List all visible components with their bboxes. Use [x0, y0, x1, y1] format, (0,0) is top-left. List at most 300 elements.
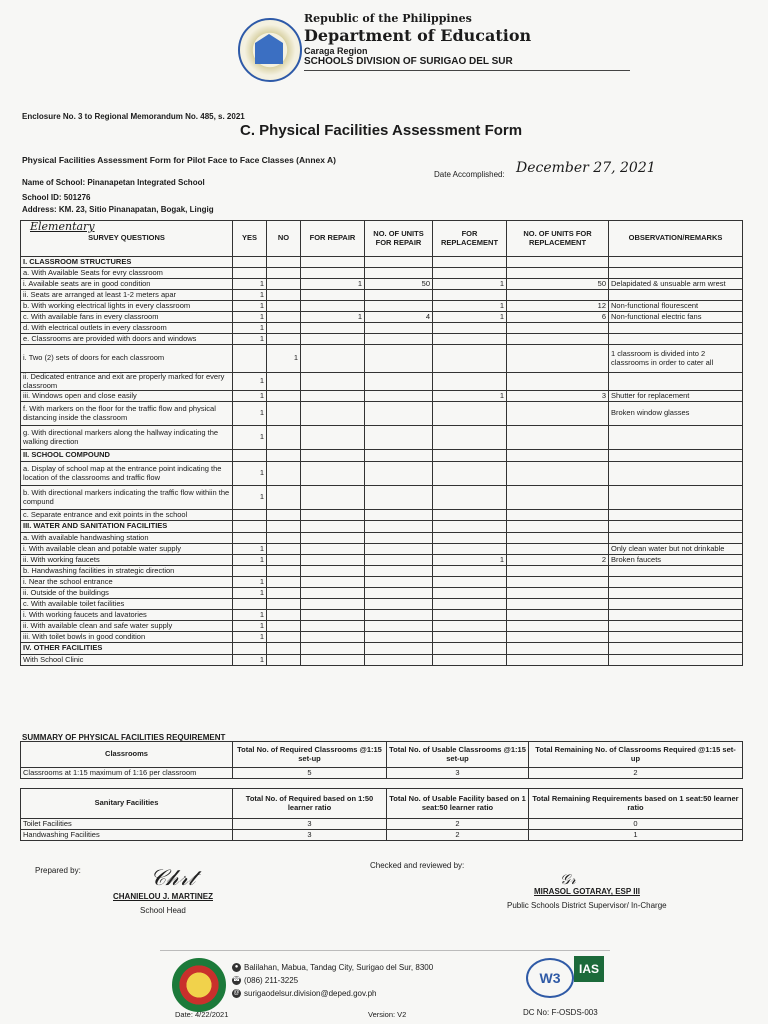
cell-units-replacement — [507, 426, 609, 450]
cell-yes: 1 — [233, 621, 267, 632]
col-units-replacement: NO. OF UNITS FOR REPLACEMENT — [507, 221, 609, 257]
cell-units-repair — [365, 544, 433, 555]
cell-question: ii. With working faucets — [21, 555, 233, 566]
table-row — [21, 334, 743, 345]
handwashing-usable: 2 — [387, 830, 529, 841]
cell-for-replacement: 1 — [433, 279, 507, 290]
col-for-replacement: FOR REPLACEMENT — [433, 221, 507, 257]
cell-units-repair — [365, 391, 433, 402]
table-row — [21, 643, 743, 655]
cell-for-repair: 1 — [301, 279, 365, 290]
cell-units-repair — [365, 290, 433, 301]
table-row — [21, 290, 743, 301]
cell-no — [267, 632, 301, 643]
cell-yes — [233, 450, 267, 462]
prepared-by-label: Prepared by: — [35, 866, 81, 875]
table-row — [21, 599, 743, 610]
cell-remarks — [609, 588, 743, 599]
handwritten-elementary: Elementary — [30, 220, 95, 233]
region-text: Caraga Region — [304, 46, 368, 56]
date-label: Date Accomplished: — [434, 170, 505, 179]
phone-icon: ☎ — [232, 977, 241, 984]
table-row — [21, 373, 743, 391]
classrooms-cell-required: 5 — [233, 768, 387, 779]
cell-remarks: Broken faucets — [609, 555, 743, 566]
cell-no — [267, 402, 301, 426]
cell-units-repair — [365, 533, 433, 544]
cell-units-repair — [365, 577, 433, 588]
cell-for-replacement — [433, 521, 507, 533]
checked-name: MIRASOL GOTARAY, ESP III — [534, 887, 640, 896]
cell-for-replacement — [433, 655, 507, 666]
cell-no — [267, 450, 301, 462]
cell-for-replacement: 1 — [433, 555, 507, 566]
location-icon: ● — [232, 963, 241, 972]
cell-remarks: Delapidated & unsuable arm wrest — [609, 279, 743, 290]
cell-yes: 1 — [233, 486, 267, 510]
cell-for-replacement — [433, 373, 507, 391]
cell-for-repair — [301, 426, 365, 450]
cell-remarks: Shutter for replacement — [609, 391, 743, 402]
classrooms-cell-usable: 3 — [387, 768, 529, 779]
cell-units-repair — [365, 632, 433, 643]
toilet-required: 3 — [233, 819, 387, 830]
cell-for-replacement — [433, 426, 507, 450]
table-row — [21, 555, 743, 566]
cell-question: c. Separate entrance and exit points in the school — [21, 510, 233, 521]
cell-no: 1 — [267, 345, 301, 373]
cell-yes — [233, 566, 267, 577]
cell-remarks — [609, 450, 743, 462]
cell-units-replacement — [507, 450, 609, 462]
footer-version: Version: V2 — [368, 1010, 407, 1019]
cell-for-replacement: 1 — [433, 312, 507, 323]
cell-units-replacement — [507, 290, 609, 301]
w3-cert-logo: W3 — [526, 958, 574, 998]
cell-remarks: Broken window glasses — [609, 402, 743, 426]
cell-for-repair — [301, 391, 365, 402]
cell-for-replacement: 1 — [433, 391, 507, 402]
cell-units-replacement — [507, 402, 609, 426]
cell-for-repair — [301, 566, 365, 577]
school-name: Name of School: Pinanapetan Integrated School — [22, 178, 205, 187]
cell-units-repair — [365, 334, 433, 345]
cell-remarks — [609, 290, 743, 301]
cell-no — [267, 577, 301, 588]
cell-for-repair — [301, 323, 365, 334]
cell-question: ii. Dedicated entrance and exit are properly marked for every classroom — [21, 373, 233, 391]
cell-units-replacement — [507, 599, 609, 610]
cell-for-repair — [301, 610, 365, 621]
cell-for-repair — [301, 599, 365, 610]
table-row — [21, 486, 743, 510]
cell-remarks — [609, 577, 743, 588]
cell-for-replacement — [433, 577, 507, 588]
handwashing-required: 3 — [233, 830, 387, 841]
cell-question: I. CLASSROOM STRUCTURES — [21, 257, 233, 268]
col-no: NO — [267, 221, 301, 257]
col-yes: YES — [233, 221, 267, 257]
table-row — [21, 268, 743, 279]
footer-date: Date: 4/22/2021 — [175, 1010, 229, 1019]
cell-question: a. Display of school map at the entrance point indicating the location of the classrooms and traffic flow — [21, 462, 233, 486]
cell-for-repair — [301, 345, 365, 373]
cell-units-repair — [365, 521, 433, 533]
table-row — [21, 301, 743, 312]
cell-for-repair — [301, 301, 365, 312]
cell-units-replacement: 12 — [507, 301, 609, 312]
footer-address-line — [232, 963, 433, 972]
cell-remarks: 1 classroom is divided into 2 classrooms in order to cater all — [609, 345, 743, 373]
sanitary-summary-table — [20, 788, 743, 841]
cell-units-replacement — [507, 510, 609, 521]
email-icon: @ — [233, 990, 240, 997]
cell-no — [267, 373, 301, 391]
cell-units-replacement — [507, 655, 609, 666]
cell-for-repair — [301, 621, 365, 632]
sanitary-header-row — [21, 789, 743, 819]
cell-remarks — [609, 643, 743, 655]
col-survey-questions: SURVEY QUESTIONS — [21, 221, 233, 257]
sanitary-row-toilet — [21, 819, 743, 830]
cell-question: g. With directional markers along the hallway indicating the walking direction — [21, 426, 233, 450]
cell-for-replacement — [433, 533, 507, 544]
summary-title: SUMMARY OF PHYSICAL FACILITIES REQUIREMENT — [22, 733, 226, 742]
cell-no — [267, 621, 301, 632]
cell-units-replacement — [507, 462, 609, 486]
table-row — [21, 566, 743, 577]
col-for-repair: FOR REPAIR — [301, 221, 365, 257]
cell-units-repair — [365, 643, 433, 655]
cell-question: e. Classrooms are provided with doors and windows — [21, 334, 233, 345]
cell-units-replacement — [507, 621, 609, 632]
cell-yes — [233, 268, 267, 279]
cell-for-repair — [301, 555, 365, 566]
table-row — [21, 312, 743, 323]
cell-no — [267, 486, 301, 510]
footer-address: Balilahan, Mabua, Tandag City, Surigao del Sur, 8300 — [244, 963, 434, 972]
cell-units-repair — [365, 257, 433, 268]
cell-remarks — [609, 268, 743, 279]
cell-units-replacement — [507, 257, 609, 268]
republic-text: Republic of the Philippines — [304, 12, 472, 25]
cell-units-repair — [365, 373, 433, 391]
cell-units-repair — [365, 610, 433, 621]
cell-remarks — [609, 632, 743, 643]
cell-for-replacement — [433, 268, 507, 279]
classrooms-col-0: Classrooms — [21, 742, 233, 768]
table-row — [21, 462, 743, 486]
cell-question: b. Handwashing facilities in strategic direction — [21, 566, 233, 577]
cell-units-replacement: 3 — [507, 391, 609, 402]
cell-for-repair — [301, 510, 365, 521]
cell-for-repair — [301, 643, 365, 655]
cell-yes: 1 — [233, 655, 267, 666]
cell-for-replacement — [433, 290, 507, 301]
cell-units-repair — [365, 462, 433, 486]
cell-remarks — [609, 426, 743, 450]
cell-units-repair — [365, 599, 433, 610]
table-row — [21, 510, 743, 521]
cell-remarks — [609, 323, 743, 334]
cell-for-replacement — [433, 486, 507, 510]
cell-yes — [233, 257, 267, 268]
school-address: Address: KM. 23, Sitio Pinanapatan, Bogak, Lingig — [22, 205, 214, 214]
ias-logo: IAS — [574, 956, 604, 982]
cell-for-replacement — [433, 621, 507, 632]
cell-question: f. With markers on the floor for the traffic flow and physical distancing inside the classroom — [21, 402, 233, 426]
cell-units-repair — [365, 450, 433, 462]
col-remarks: OBSERVATION/REMARKS — [609, 221, 743, 257]
cell-for-repair — [301, 544, 365, 555]
classrooms-col-2: Total No. of Usable Classrooms @1:15 set-up — [387, 742, 529, 768]
footer-dc-no: DC No: F-OSDS-003 — [523, 1008, 598, 1017]
table-row — [21, 521, 743, 533]
cell-yes: 1 — [233, 334, 267, 345]
cell-for-repair — [301, 462, 365, 486]
cell-no — [267, 312, 301, 323]
cell-units-replacement — [507, 323, 609, 334]
cell-for-replacement — [433, 588, 507, 599]
classrooms-col-3: Total Remaining No. of Classrooms Required @1:15 set-up — [529, 742, 743, 768]
checked-title: Public Schools District Supervisor/ In-Charge — [507, 901, 667, 910]
toilet-usable: 2 — [387, 819, 529, 830]
cell-yes: 1 — [233, 402, 267, 426]
cell-yes — [233, 521, 267, 533]
cell-for-replacement — [433, 510, 507, 521]
cell-for-repair — [301, 655, 365, 666]
cell-units-repair: 4 — [365, 312, 433, 323]
cell-no — [267, 301, 301, 312]
sanitary-row-handwashing — [21, 830, 743, 841]
cell-no — [267, 426, 301, 450]
cell-yes — [233, 533, 267, 544]
assessment-table — [20, 220, 743, 666]
cell-yes — [233, 345, 267, 373]
cell-units-replacement — [507, 577, 609, 588]
cell-no — [267, 510, 301, 521]
sanitary-col-0: Sanitary Facilities — [21, 789, 233, 819]
cell-units-replacement — [507, 521, 609, 533]
classrooms-col-1: Total No. of Required Classrooms @1:15 set-up — [233, 742, 387, 768]
enclosure-text: Enclosure No. 3 to Regional Memorandum No. 485, s. 2021 — [22, 112, 245, 121]
deped-seal-logo — [238, 18, 302, 82]
cell-for-repair — [301, 521, 365, 533]
cell-remarks — [609, 373, 743, 391]
cell-units-replacement: 6 — [507, 312, 609, 323]
cell-no — [267, 610, 301, 621]
cell-no — [267, 290, 301, 301]
cell-units-replacement — [507, 373, 609, 391]
cell-for-replacement — [433, 402, 507, 426]
classrooms-data-row — [21, 768, 743, 779]
cell-no — [267, 323, 301, 334]
table-row — [21, 577, 743, 588]
table-row — [21, 588, 743, 599]
cell-units-repair — [365, 268, 433, 279]
cell-for-replacement — [433, 334, 507, 345]
cell-for-repair — [301, 486, 365, 510]
footer-divider — [160, 950, 610, 951]
cell-yes: 1 — [233, 462, 267, 486]
classrooms-cell-label: Classrooms at 1:15 maximum of 1:16 per classroom — [21, 768, 233, 779]
cell-yes: 1 — [233, 577, 267, 588]
classrooms-header-row — [21, 742, 743, 768]
cell-yes: 1 — [233, 426, 267, 450]
cell-no — [267, 655, 301, 666]
cell-question: i. With available clean and potable water supply — [21, 544, 233, 555]
cell-for-replacement — [433, 462, 507, 486]
sanitary-col-1: Total No. of Required based on 1:50 learner ratio — [233, 789, 387, 819]
cell-for-repair — [301, 290, 365, 301]
cell-for-replacement — [433, 610, 507, 621]
cell-question: c. With available fans in every classroom — [21, 312, 233, 323]
cell-yes — [233, 599, 267, 610]
cell-units-replacement — [507, 544, 609, 555]
table-row — [21, 655, 743, 666]
col-units-repair: NO. OF UNITS FOR REPAIR — [365, 221, 433, 257]
cell-units-repair — [365, 301, 433, 312]
cell-for-repair — [301, 533, 365, 544]
toilet-remaining: 0 — [529, 819, 743, 830]
cell-question: a. With Available Seats for evry classroom — [21, 268, 233, 279]
sanitary-col-3: Total Remaining Requirements based on 1 seat:50 learner ratio — [529, 789, 743, 819]
prepared-signature: 𝒞𝒽𝓇𝓉 — [150, 866, 196, 891]
cell-question: III. WATER AND SANITATION FACILITIES — [21, 521, 233, 533]
cell-remarks — [609, 533, 743, 544]
cell-units-replacement: 2 — [507, 555, 609, 566]
cell-no — [267, 521, 301, 533]
cell-no — [267, 391, 301, 402]
table-row — [21, 544, 743, 555]
school-id: School ID: 501276 — [22, 193, 91, 202]
checked-by-label: Checked and reviewed by: — [370, 861, 465, 870]
cell-remarks — [609, 257, 743, 268]
cell-yes: 1 — [233, 391, 267, 402]
cell-remarks — [609, 486, 743, 510]
cell-question: iii. Windows open and close easily — [21, 391, 233, 402]
cell-for-replacement — [433, 345, 507, 373]
cell-remarks — [609, 621, 743, 632]
form-title: C. Physical Facilities Assessment Form — [240, 122, 523, 139]
cell-for-replacement — [433, 566, 507, 577]
cell-units-repair — [365, 621, 433, 632]
assessment-table-body — [21, 257, 743, 666]
cell-question: ii. Seats are arranged at least 1-2 meters apar — [21, 290, 233, 301]
table-header-row — [21, 221, 743, 257]
cell-question: i. Near the school entrance — [21, 577, 233, 588]
cell-question: c. With available toilet facilities — [21, 599, 233, 610]
cell-no — [267, 257, 301, 268]
prepared-name: CHANIELOU J. MARTINEZ — [113, 892, 213, 901]
cell-remarks: Only clean water but not drinkable — [609, 544, 743, 555]
cell-question: ii. Outside of the buildings — [21, 588, 233, 599]
cell-question: ii. With available clean and safe water supply — [21, 621, 233, 632]
cell-question: i. Available seats are in good condition — [21, 279, 233, 290]
cell-no — [267, 268, 301, 279]
cell-units-replacement — [507, 566, 609, 577]
table-row — [21, 345, 743, 373]
handwashing-label: Handwashing Facilities — [21, 830, 233, 841]
sdo-logo — [172, 958, 226, 1012]
cell-remarks — [609, 510, 743, 521]
table-row — [21, 610, 743, 621]
table-row — [21, 450, 743, 462]
footer-phone-line — [232, 976, 298, 985]
classrooms-cell-remaining: 2 — [529, 768, 743, 779]
cell-yes — [233, 643, 267, 655]
cell-for-repair — [301, 402, 365, 426]
cell-no — [267, 462, 301, 486]
table-row — [21, 533, 743, 544]
cell-yes: 1 — [233, 588, 267, 599]
cell-units-replacement — [507, 334, 609, 345]
cell-for-replacement — [433, 257, 507, 268]
cell-for-repair — [301, 588, 365, 599]
cell-for-repair — [301, 450, 365, 462]
classrooms-summary-table — [20, 741, 743, 779]
table-row — [21, 279, 743, 290]
cell-yes: 1 — [233, 610, 267, 621]
cell-units-replacement — [507, 345, 609, 373]
cell-question: iii. With toilet bowls in good condition — [21, 632, 233, 643]
cell-units-replacement — [507, 533, 609, 544]
table-row — [21, 426, 743, 450]
toilet-label: Toilet Facilities — [21, 819, 233, 830]
cell-units-replacement — [507, 610, 609, 621]
cell-yes: 1 — [233, 279, 267, 290]
header-rule — [304, 70, 630, 71]
cell-units-repair — [365, 588, 433, 599]
cell-question: i. With working faucets and lavatories — [21, 610, 233, 621]
table-row — [21, 257, 743, 268]
cell-question: i. Two (2) sets of doors for each classroom — [21, 345, 233, 373]
cell-units-replacement — [507, 486, 609, 510]
cell-no — [267, 544, 301, 555]
cell-no — [267, 555, 301, 566]
table-row — [21, 402, 743, 426]
checked-signature: 𝒢𝓇 — [560, 872, 576, 888]
cell-no — [267, 588, 301, 599]
cell-no — [267, 279, 301, 290]
cell-for-repair — [301, 632, 365, 643]
cell-question: b. With directional markers indicating the traffic flow withiin the compund — [21, 486, 233, 510]
form-subtitle: Physical Facilities Assessment Form for Pilot Face to Face Classes (Annex A) — [22, 155, 336, 165]
cell-question: With School Clinic — [21, 655, 233, 666]
division-text: SCHOOLS DIVISION OF SURIGAO DEL SUR — [304, 56, 513, 67]
cell-units-repair — [365, 555, 433, 566]
cell-for-repair — [301, 577, 365, 588]
cell-remarks: Non-functional flourescent — [609, 301, 743, 312]
cell-for-repair — [301, 334, 365, 345]
cell-remarks — [609, 462, 743, 486]
cell-for-replacement — [433, 323, 507, 334]
cell-for-replacement — [433, 643, 507, 655]
cell-remarks: Non-functional electric fans — [609, 312, 743, 323]
cell-yes: 1 — [233, 312, 267, 323]
cell-no — [267, 533, 301, 544]
cell-yes: 1 — [233, 544, 267, 555]
cell-yes: 1 — [233, 373, 267, 391]
cell-units-replacement — [507, 268, 609, 279]
footer-email: surigaodelsur.division@deped.gov.ph — [244, 989, 377, 998]
cell-yes: 1 — [233, 555, 267, 566]
cell-for-replacement — [433, 450, 507, 462]
cell-units-repair — [365, 655, 433, 666]
prepared-title: School Head — [140, 906, 186, 915]
cell-units-replacement — [507, 588, 609, 599]
cell-units-replacement: 50 — [507, 279, 609, 290]
